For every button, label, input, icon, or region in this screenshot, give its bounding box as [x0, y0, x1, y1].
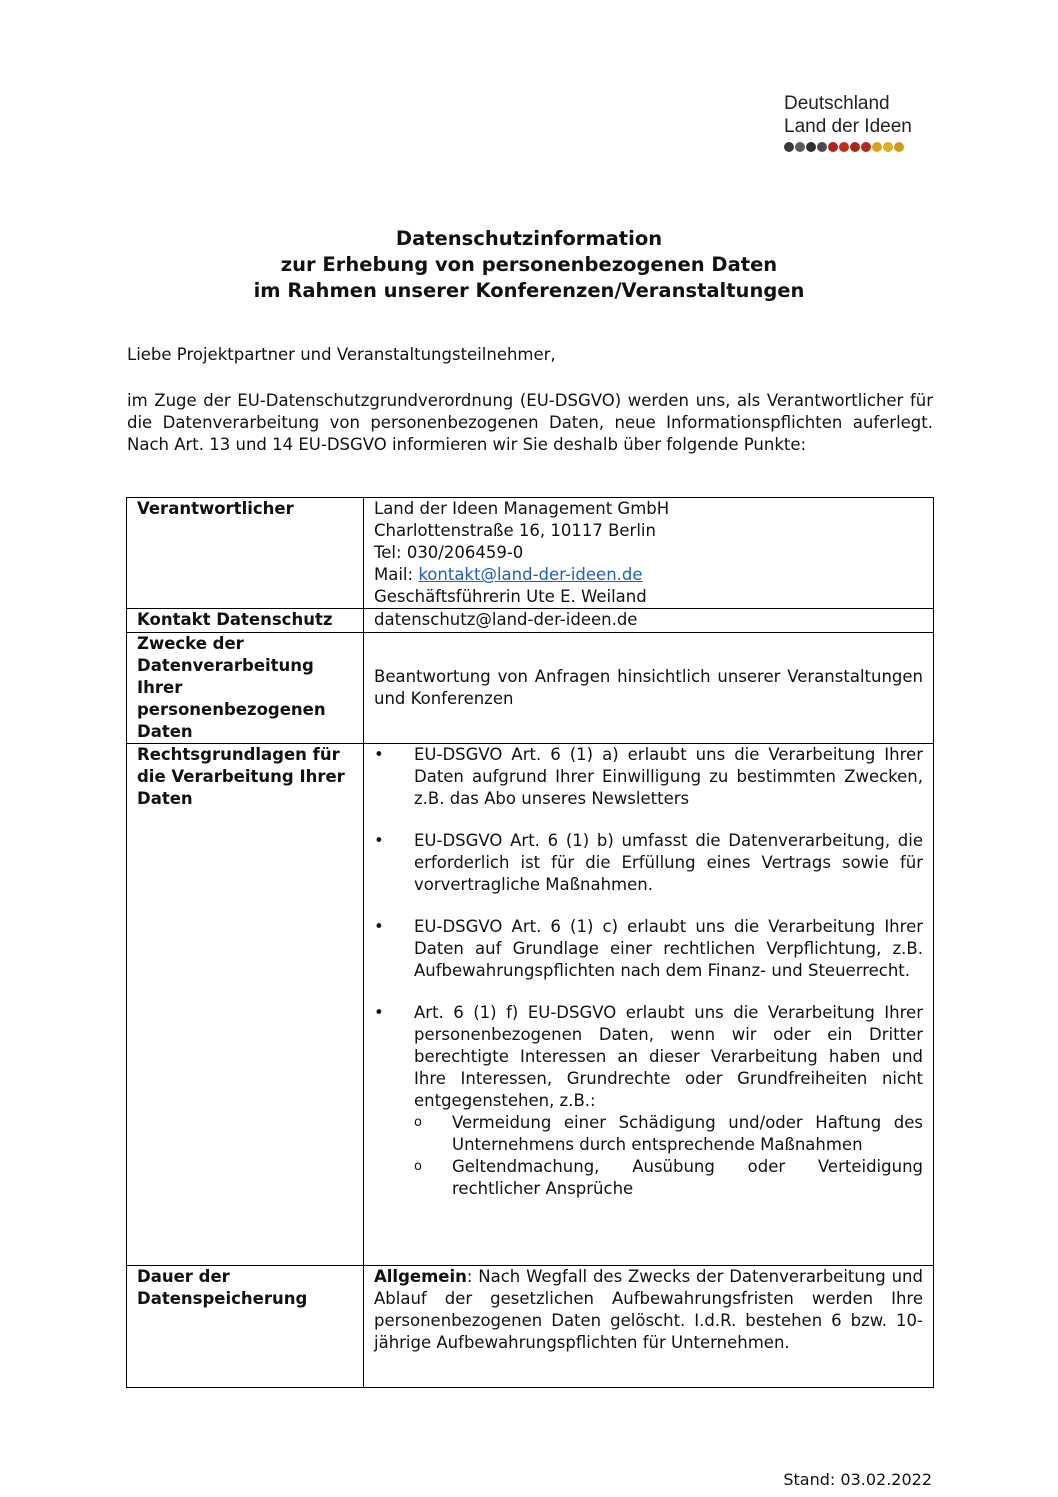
- row-value-privacy-contact: datenschutz@land-der-ideen.de: [364, 609, 934, 633]
- title-line-2: zur Erhebung von personenbezogenen Daten: [280, 253, 778, 276]
- legal-basis-bullet: • Art. 6 (1) f) EU-DSGVO erlaubt uns die Verarbeitung Ihrer personenbezogenen Daten, wenn wir oder ein Dritter berechtigte Interessen an dieser Verarbeitung haben und Ihre Interessen, Grundrechte oder Grundfreiheiten nicht entgegenstehen, z.B.:: [374, 1002, 923, 1112]
- row-value-purpose: Beantwortung von Anfragen hinsichtlich unserer Veranstaltungen und Konferenzen: [364, 633, 934, 744]
- mail-prefix: Mail:: [374, 565, 419, 584]
- row-label-controller: Verantwortlicher: [127, 498, 364, 609]
- logo-dot: [872, 142, 882, 152]
- company-mail-line: [374, 564, 923, 586]
- table-row: [127, 633, 934, 744]
- row-value-storage-duration: [364, 1266, 934, 1388]
- company-phone: Tel: 030/206459-0: [374, 543, 524, 562]
- company-address: Charlottenstraße 16, 10117 Berlin: [374, 521, 656, 540]
- logo-dot: [828, 142, 838, 152]
- company-name: Land der Ideen Management GmbH: [374, 499, 670, 518]
- logo-dot: [817, 142, 827, 152]
- logo-dot: [861, 142, 871, 152]
- logo-line-2: Land der Ideen: [784, 116, 912, 137]
- document-date: Stand: 03.02.2022: [783, 1470, 932, 1489]
- row-label-legal-basis: Rechtsgrundlagen für die Verarbeitung Ihrer Daten: [127, 744, 364, 1266]
- logo-dots: [784, 142, 944, 152]
- logo-dot: [806, 142, 816, 152]
- logo-line-1: Deutschland: [784, 93, 890, 114]
- logo-dot: [894, 142, 904, 152]
- document-title: [0, 226, 1058, 304]
- row-value-legal-basis: [364, 744, 934, 1266]
- mail-link[interactable]: kontakt@land-der-ideen.de: [418, 565, 643, 584]
- logo-dot: [839, 142, 849, 152]
- logo-dot: [795, 142, 805, 152]
- info-table: [126, 497, 934, 1388]
- title-line-1: Datenschutzinformation: [395, 227, 663, 250]
- table-row: [127, 498, 934, 609]
- logo: [784, 92, 944, 152]
- table-row: [127, 609, 934, 633]
- row-label-purpose: Zwecke der Datenverarbeitung Ihrer personenbezogenen Daten: [127, 633, 364, 744]
- logo-dot: [850, 142, 860, 152]
- logo-dot: [883, 142, 893, 152]
- legal-basis-subbullet: o Geltendmachung, Ausübung oder Verteidigung rechtlicher Ansprüche: [414, 1156, 923, 1200]
- row-label-storage-duration: Dauer der Datenspeicherung: [127, 1266, 364, 1388]
- row-value-controller: [364, 498, 934, 609]
- legal-basis-bullet: • EU-DSGVO Art. 6 (1) a) erlaubt uns die Verarbeitung Ihrer Daten aufgrund Ihrer Einwilligung zu bestimmten Zwecken, z.B. das Abo unseres Newsletters: [374, 744, 923, 810]
- company-manager: Geschäftsführerin Ute E. Weiland: [374, 587, 647, 606]
- table-row: [127, 744, 934, 1266]
- table-row: [127, 1266, 934, 1388]
- intro-paragraph: im Zuge der EU-Datenschutzgrundverordnung (EU-DSGVO) werden uns, als Verantwortlicher für die Datenverarbeitung von personenbezogenen Daten, neue Informationspflichten auferlegt. Nach Art. 13 und 14 EU-DSGVO informieren wir Sie deshalb über folgende Punkte:: [127, 391, 933, 454]
- storage-general-label: Allgemein: [374, 1267, 467, 1286]
- title-line-3: im Rahmen unserer Konferenzen/Veranstaltungen: [253, 279, 805, 302]
- legal-basis-subbullet: o Vermeidung einer Schädigung und/oder Haftung des Unternehmens durch entsprechende Maßnahmen: [414, 1112, 923, 1156]
- logo-dot: [784, 142, 794, 152]
- legal-basis-bullet: • EU-DSGVO Art. 6 (1) b) umfasst die Datenverarbeitung, die erforderlich ist für die Erfüllung eines Vertrags sowie für vorvertragliche Maßnahmen.: [374, 830, 923, 896]
- legal-basis-bullet: • EU-DSGVO Art. 6 (1) c) erlaubt uns die Verarbeitung Ihrer Daten auf Grundlage einer rechtlichen Verpflichtung, z.B. Aufbewahrungspflichten nach dem Finanz- und Steuerrecht.: [374, 916, 923, 982]
- row-label-privacy-contact: Kontakt Datenschutz: [127, 609, 364, 633]
- greeting: Liebe Projektpartner und Veranstaltungsteilnehmer,: [127, 345, 556, 364]
- storage-general-text: : Nach Wegfall des Zwecks der Datenverarbeitung und Ablauf der gesetzlichen Aufbewahrungsfristen werden Ihre personenbezogenen Daten gelöscht. I.d.R. bestehen 6 bzw. 10-jährige Aufbewahrungspflichten für Unternehmen.: [374, 1267, 923, 1352]
